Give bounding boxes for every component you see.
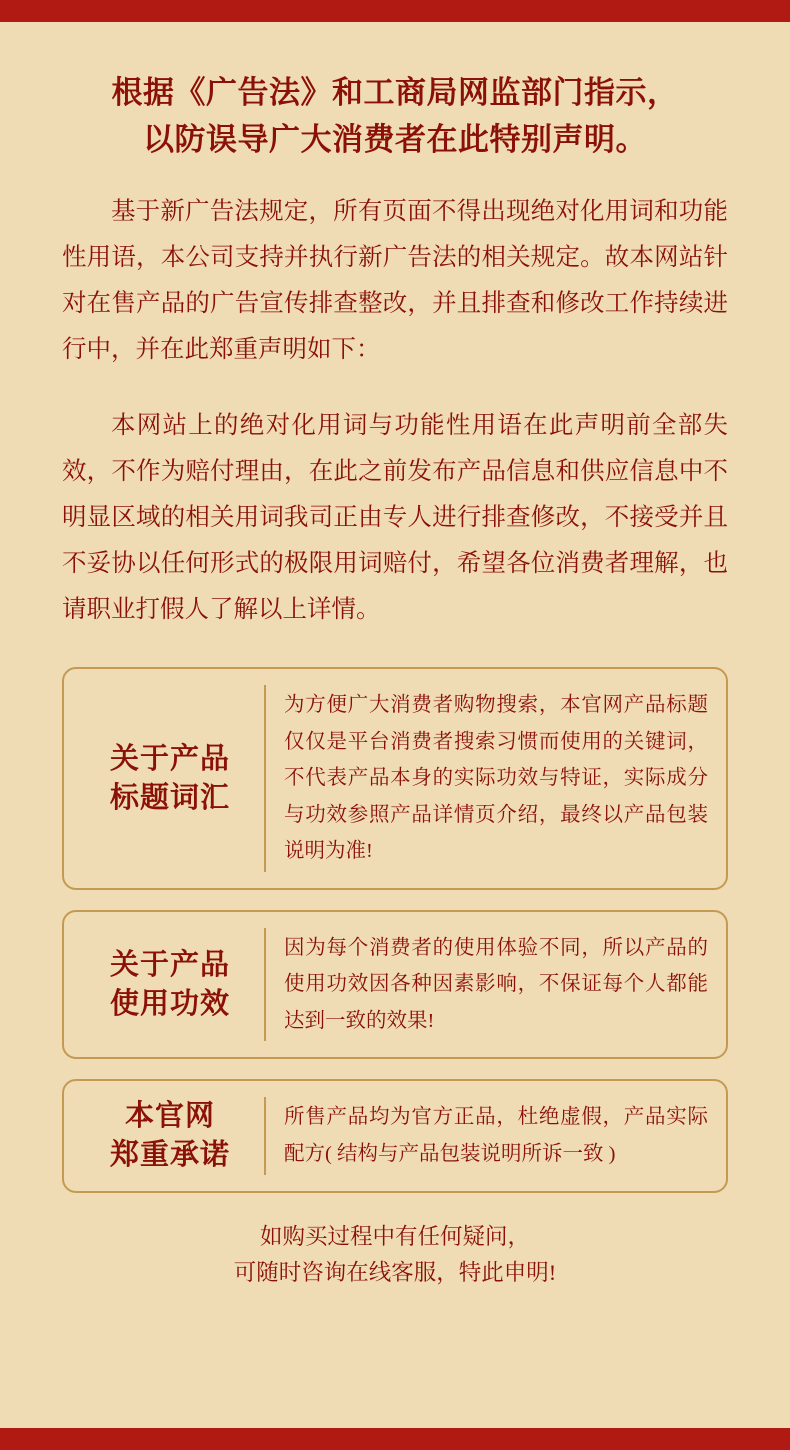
- page-title-line-2: 以防误导广大消费者在此特别声明。: [143, 121, 647, 157]
- statement-card-title-line-1: 本官网: [124, 1100, 215, 1133]
- statement-card-list: [62, 667, 728, 1193]
- statement-card-title-line-1: 关于产品: [109, 742, 230, 775]
- statement-card-title: [76, 685, 266, 871]
- statement-card-title-line-2: 郑重承诺: [109, 1139, 230, 1172]
- statement-card-body: 因为每个消费者的使用体验不同，所以产品的使用功效因各种因素影响，不保证每个人都能达到一致的效果!: [284, 936, 708, 1032]
- statement-card-title-line-2: 标题词汇: [109, 781, 230, 814]
- statement-card-title: [76, 1097, 266, 1175]
- footer-note-line-1: 如购买过程中有任何疑问，: [259, 1224, 530, 1250]
- statement-card-body: 所售产品均为官方正品，杜绝虚假，产品实际配方( 结构与产品包装说明所诉一致 ): [284, 1106, 708, 1165]
- page-title-line-1: 根据《广告法》和工商局网监部门指示，: [111, 75, 679, 110]
- bottom-accent-bar: [0, 1428, 790, 1450]
- page-title: [62, 70, 728, 163]
- page-content: [0, 22, 790, 1428]
- top-accent-bar: [0, 0, 790, 22]
- statement-card-title-line-2: 使用功效: [109, 987, 230, 1020]
- statement-card-title: [76, 928, 266, 1041]
- statement-card: [62, 667, 728, 889]
- statement-card: [62, 1079, 728, 1193]
- statement-card-body: 为方便广大消费者购物搜索，本官网产品标题仅仅是平台消费者搜索习惯而使用的关键词，不代表产品本身的实际功效与特证，实际成分与功效参照产品详情页介绍，最终以产品包装说明为准!: [284, 694, 708, 863]
- statement-card: [62, 910, 728, 1059]
- statement-card-title-line-1: 关于产品: [109, 948, 230, 981]
- footer-note: [62, 1219, 728, 1292]
- paragraph-first: 基于新广告法规定，所有页面不得出现绝对化用词和功能性用语，本公司支持并执行新广告法的相关规定。故本网站针对在售产品的广告宣传排查整改，并且排查和修改工作持续进行中，并在此郑重声明如下：: [62, 198, 728, 364]
- footer-note-line-2: 可随时咨询在线客服，特此申明!: [233, 1260, 557, 1286]
- paragraph-second: 本网站上的绝对化用词与功能性用语在此声明前全部失效，不作为赔付理由，在此之前发布产品信息和供应信息中不明显区域的相关用词我司正由专人进行排查修改，不接受并且不妥协以任何形式的极限用词赔付，希望各位消费者理解，也请职业打假人了解以上详情。: [62, 412, 728, 624]
